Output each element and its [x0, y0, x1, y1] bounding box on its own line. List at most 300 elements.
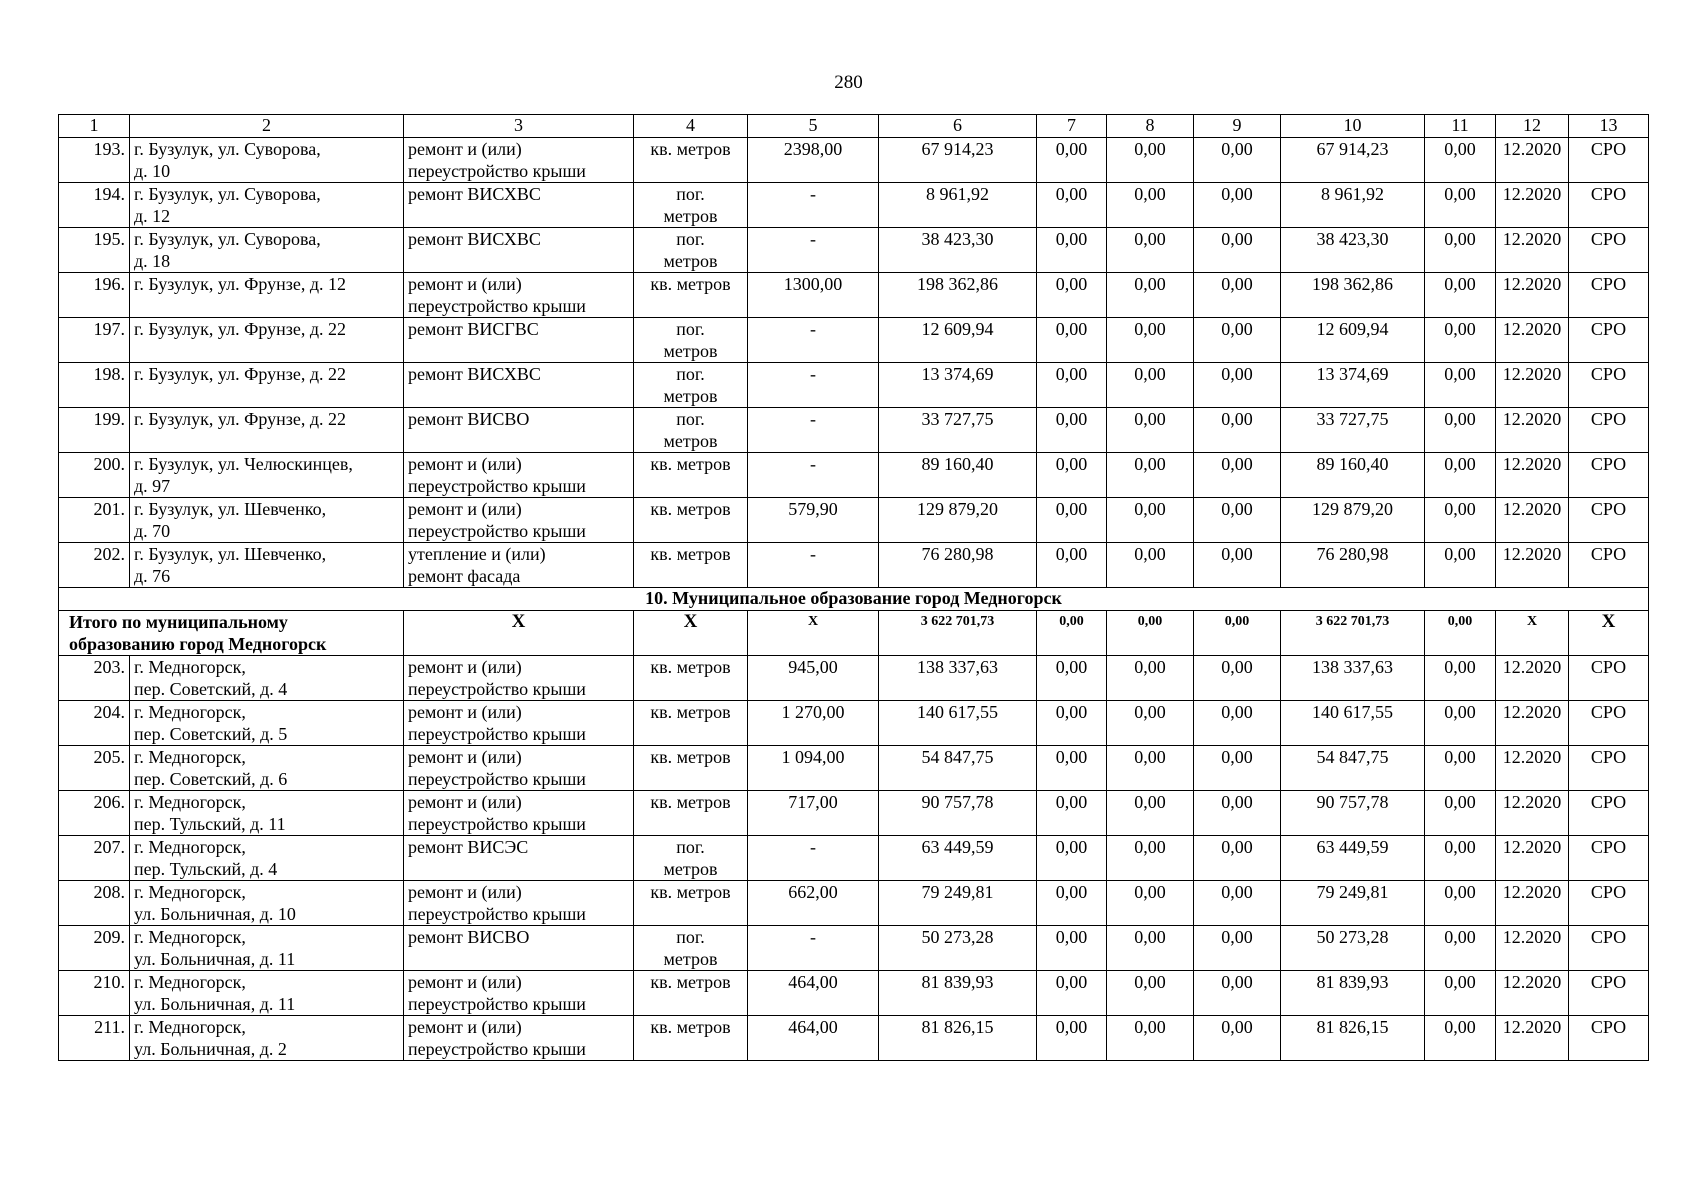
work-type-cell	[404, 453, 634, 498]
area-cell: -	[748, 183, 879, 228]
column-header: 12	[1496, 115, 1569, 138]
value-cell: 0,00	[1037, 701, 1107, 746]
method-cell: СРО	[1569, 791, 1649, 836]
unit-cell	[634, 318, 748, 363]
work-type-line: переустройство крыши	[408, 296, 586, 316]
value-cell: 0,00	[1194, 971, 1281, 1016]
table-row	[59, 971, 1649, 1016]
work-type-cell	[404, 881, 634, 926]
work-type-line: переустройство крыши	[408, 904, 586, 924]
table-row	[59, 1016, 1649, 1061]
address-cell	[130, 318, 404, 363]
work-type-cell	[404, 791, 634, 836]
fund-cost-cell: 129 879,20	[1281, 498, 1425, 543]
value-cell: 0,00	[1425, 273, 1496, 318]
value-cell: 0,00	[1425, 791, 1496, 836]
value-cell: 0,00	[1037, 1016, 1107, 1061]
table-row	[59, 273, 1649, 318]
total-cell: Х	[1496, 611, 1569, 656]
column-header: 8	[1107, 115, 1194, 138]
value-cell: 0,00	[1037, 498, 1107, 543]
table-body	[59, 115, 1649, 1061]
unit-line: кв. метров	[650, 972, 731, 992]
method-cell: СРО	[1569, 971, 1649, 1016]
work-type-line: ремонт и (или)	[408, 1017, 522, 1037]
total-cell: Х	[404, 611, 634, 656]
value-cell: 0,00	[1107, 228, 1194, 273]
work-type-line: переустройство крыши	[408, 476, 586, 496]
total-cost-cell: 79 249,81	[879, 881, 1037, 926]
unit-line: кв. метров	[650, 1017, 731, 1037]
unit-line: метров	[663, 431, 718, 451]
work-type-cell	[404, 183, 634, 228]
address-line: д. 10	[134, 161, 171, 181]
method-cell: СРО	[1569, 318, 1649, 363]
column-header: 2	[130, 115, 404, 138]
address-line: г. Медногорск,	[134, 882, 246, 902]
deadline-cell: 12.2020	[1496, 656, 1569, 701]
unit-line: пог.	[676, 319, 705, 339]
unit-cell	[634, 791, 748, 836]
address-cell	[130, 408, 404, 453]
column-header: 3	[404, 115, 634, 138]
unit-cell	[634, 543, 748, 588]
address-cell	[130, 836, 404, 881]
work-type-line: ремонт фасада	[408, 566, 521, 586]
value-cell: 0,00	[1425, 363, 1496, 408]
address-line: г. Медногорск,	[134, 972, 246, 992]
fund-cost-cell: 198 362,86	[1281, 273, 1425, 318]
value-cell: 0,00	[1107, 701, 1194, 746]
value-cell: 0,00	[1425, 228, 1496, 273]
address-line: г. Медногорск,	[134, 792, 246, 812]
unit-cell	[634, 498, 748, 543]
unit-line: метров	[663, 251, 718, 271]
value-cell: 0,00	[1107, 746, 1194, 791]
unit-line: кв. метров	[650, 499, 731, 519]
value-cell: 0,00	[1037, 363, 1107, 408]
total-cost-cell: 8 961,92	[879, 183, 1037, 228]
unit-cell	[634, 656, 748, 701]
column-header: 6	[879, 115, 1037, 138]
value-cell: 0,00	[1037, 791, 1107, 836]
row-number: 207.	[59, 836, 130, 881]
unit-cell	[634, 138, 748, 183]
work-type-line: ремонт и (или)	[408, 139, 522, 159]
value-cell: 0,00	[1194, 746, 1281, 791]
work-type-line: ремонт и (или)	[408, 882, 522, 902]
table-row	[59, 183, 1649, 228]
value-cell: 0,00	[1425, 926, 1496, 971]
fund-cost-cell: 8 961,92	[1281, 183, 1425, 228]
capital-repair-table	[58, 114, 1649, 1061]
row-number: 197.	[59, 318, 130, 363]
total-cost-cell: 129 879,20	[879, 498, 1037, 543]
table-row	[59, 746, 1649, 791]
deadline-cell: 12.2020	[1496, 971, 1569, 1016]
value-cell: 0,00	[1425, 701, 1496, 746]
work-type-line: переустройство крыши	[408, 994, 586, 1014]
deadline-cell: 12.2020	[1496, 318, 1569, 363]
row-number: 202.	[59, 543, 130, 588]
work-type-line: ремонт и (или)	[408, 747, 522, 767]
fund-cost-cell: 81 826,15	[1281, 1016, 1425, 1061]
method-cell: СРО	[1569, 273, 1649, 318]
unit-line: кв. метров	[650, 657, 731, 677]
work-type-line: ремонт ВИСХВС	[408, 184, 541, 204]
work-type-line: ремонт и (или)	[408, 274, 522, 294]
value-cell: 0,00	[1194, 701, 1281, 746]
column-header: 4	[634, 115, 748, 138]
address-line: пер. Советский, д. 6	[134, 769, 288, 789]
unit-cell	[634, 1016, 748, 1061]
value-cell: 0,00	[1037, 543, 1107, 588]
work-type-cell	[404, 926, 634, 971]
value-cell: 0,00	[1425, 543, 1496, 588]
row-number: 193.	[59, 138, 130, 183]
value-cell: 0,00	[1107, 971, 1194, 1016]
deadline-cell: 12.2020	[1496, 408, 1569, 453]
value-cell: 0,00	[1107, 453, 1194, 498]
work-type-cell	[404, 701, 634, 746]
fund-cost-cell: 79 249,81	[1281, 881, 1425, 926]
value-cell: 0,00	[1194, 791, 1281, 836]
fund-cost-cell: 89 160,40	[1281, 453, 1425, 498]
area-cell: -	[748, 836, 879, 881]
value-cell: 0,00	[1037, 656, 1107, 701]
area-cell: 1300,00	[748, 273, 879, 318]
total-cost-cell: 89 160,40	[879, 453, 1037, 498]
deadline-cell: 12.2020	[1496, 498, 1569, 543]
address-line: г. Медногорск,	[134, 1017, 246, 1037]
work-type-cell	[404, 836, 634, 881]
work-type-cell	[404, 543, 634, 588]
address-line: ул. Больничная, д. 10	[134, 904, 296, 924]
address-cell	[130, 183, 404, 228]
unit-line: пог.	[676, 409, 705, 429]
fund-cost-cell: 63 449,59	[1281, 836, 1425, 881]
unit-line: кв. метров	[650, 792, 731, 812]
value-cell: 0,00	[1194, 836, 1281, 881]
value-cell: 0,00	[1194, 183, 1281, 228]
total-cell: 0,00	[1194, 611, 1281, 656]
total-cost-cell: 81 839,93	[879, 971, 1037, 1016]
deadline-cell: 12.2020	[1496, 273, 1569, 318]
address-line: пер. Тульский, д. 4	[134, 859, 278, 879]
column-header: 5	[748, 115, 879, 138]
work-type-line: ремонт и (или)	[408, 972, 522, 992]
address-cell	[130, 926, 404, 971]
fund-cost-cell: 81 839,93	[1281, 971, 1425, 1016]
unit-cell	[634, 746, 748, 791]
work-type-line: переустройство крыши	[408, 679, 586, 699]
address-cell	[130, 273, 404, 318]
address-line: г. Медногорск,	[134, 702, 246, 722]
address-line: д. 12	[134, 206, 171, 226]
work-type-line: утепление и (или)	[408, 544, 546, 564]
total-cell: 0,00	[1107, 611, 1194, 656]
address-line: г. Медногорск,	[134, 927, 246, 947]
total-cost-cell: 63 449,59	[879, 836, 1037, 881]
fund-cost-cell: 90 757,78	[1281, 791, 1425, 836]
column-number-header-row	[59, 115, 1649, 138]
work-type-line: ремонт и (или)	[408, 792, 522, 812]
total-cost-cell: 140 617,55	[879, 701, 1037, 746]
value-cell: 0,00	[1037, 926, 1107, 971]
method-cell: СРО	[1569, 363, 1649, 408]
section-title: 10. Муниципальное образование город Медногорск	[59, 588, 1649, 611]
unit-line: кв. метров	[650, 544, 731, 564]
fund-cost-cell: 38 423,30	[1281, 228, 1425, 273]
unit-cell	[634, 881, 748, 926]
method-cell: СРО	[1569, 498, 1649, 543]
total-cost-cell: 50 273,28	[879, 926, 1037, 971]
row-number: 201.	[59, 498, 130, 543]
area-cell: -	[748, 408, 879, 453]
address-line: д. 76	[134, 566, 171, 586]
address-line: ул. Больничная, д. 11	[134, 949, 296, 969]
address-line: г. Бузулук, ул. Суворова,	[134, 229, 321, 249]
unit-line: метров	[663, 949, 718, 969]
method-cell: СРО	[1569, 746, 1649, 791]
work-type-line: переустройство крыши	[408, 521, 586, 541]
row-number: 210.	[59, 971, 130, 1016]
work-type-cell	[404, 971, 634, 1016]
value-cell: 0,00	[1194, 228, 1281, 273]
value-cell: 0,00	[1194, 498, 1281, 543]
fund-cost-cell: 50 273,28	[1281, 926, 1425, 971]
column-header: 10	[1281, 115, 1425, 138]
table-row	[59, 498, 1649, 543]
value-cell: 0,00	[1107, 791, 1194, 836]
value-cell: 0,00	[1194, 363, 1281, 408]
value-cell: 0,00	[1107, 881, 1194, 926]
table-row	[59, 926, 1649, 971]
total-cell: Х	[748, 611, 879, 656]
unit-cell	[634, 701, 748, 746]
area-cell: -	[748, 228, 879, 273]
value-cell: 0,00	[1194, 543, 1281, 588]
row-number: 211.	[59, 1016, 130, 1061]
address-line: д. 70	[134, 521, 171, 541]
total-sum-cell: 3 622 701,73	[879, 611, 1037, 656]
unit-line: пог.	[676, 927, 705, 947]
value-cell: 0,00	[1107, 408, 1194, 453]
work-type-line: ремонт ВИСВО	[408, 927, 530, 947]
area-cell: 662,00	[748, 881, 879, 926]
address-line: г. Бузулук, ул. Челюскинцев,	[134, 454, 353, 474]
address-line: пер. Тульский, д. 11	[134, 814, 286, 834]
value-cell: 0,00	[1037, 453, 1107, 498]
value-cell: 0,00	[1194, 1016, 1281, 1061]
row-number: 198.	[59, 363, 130, 408]
work-type-line: ремонт ВИСЭС	[408, 837, 529, 857]
value-cell: 0,00	[1037, 318, 1107, 363]
unit-cell	[634, 408, 748, 453]
row-number: 200.	[59, 453, 130, 498]
address-line: д. 18	[134, 251, 171, 271]
column-header: 9	[1194, 115, 1281, 138]
address-line: ул. Больничная, д. 11	[134, 994, 296, 1014]
method-cell: СРО	[1569, 1016, 1649, 1061]
table-row	[59, 138, 1649, 183]
unit-line: кв. метров	[650, 702, 731, 722]
area-cell: -	[748, 363, 879, 408]
address-line: ул. Больничная, д. 2	[134, 1039, 287, 1059]
value-cell: 0,00	[1194, 318, 1281, 363]
section-header-row	[59, 588, 1649, 611]
area-cell: 1 094,00	[748, 746, 879, 791]
work-type-line: ремонт ВИСХВС	[408, 229, 541, 249]
address-cell	[130, 228, 404, 273]
unit-line: метров	[663, 859, 718, 879]
area-cell: 464,00	[748, 971, 879, 1016]
value-cell: 0,00	[1194, 926, 1281, 971]
total-cost-cell: 138 337,63	[879, 656, 1037, 701]
method-cell: СРО	[1569, 926, 1649, 971]
total-cost-cell: 81 826,15	[879, 1016, 1037, 1061]
column-header: 7	[1037, 115, 1107, 138]
row-number: 196.	[59, 273, 130, 318]
unit-line: пог.	[676, 364, 705, 384]
method-cell: СРО	[1569, 881, 1649, 926]
fund-cost-cell: 138 337,63	[1281, 656, 1425, 701]
value-cell: 0,00	[1107, 543, 1194, 588]
total-cost-cell: 76 280,98	[879, 543, 1037, 588]
unit-cell	[634, 273, 748, 318]
work-type-cell	[404, 363, 634, 408]
address-cell	[130, 498, 404, 543]
work-type-line: ремонт и (или)	[408, 657, 522, 677]
table-row	[59, 408, 1649, 453]
value-cell: 0,00	[1194, 453, 1281, 498]
total-cell: 0,00	[1037, 611, 1107, 656]
row-number: 205.	[59, 746, 130, 791]
area-cell: -	[748, 926, 879, 971]
address-cell	[130, 363, 404, 408]
work-type-line: ремонт и (или)	[408, 702, 522, 722]
table-row	[59, 836, 1649, 881]
deadline-cell: 12.2020	[1496, 746, 1569, 791]
work-type-cell	[404, 746, 634, 791]
unit-line: метров	[663, 341, 718, 361]
fund-cost-cell: 140 617,55	[1281, 701, 1425, 746]
unit-line: пог.	[676, 184, 705, 204]
value-cell: 0,00	[1037, 971, 1107, 1016]
value-cell: 0,00	[1425, 971, 1496, 1016]
address-cell	[130, 138, 404, 183]
deadline-cell: 12.2020	[1496, 791, 1569, 836]
value-cell: 0,00	[1037, 273, 1107, 318]
row-number: 208.	[59, 881, 130, 926]
value-cell: 0,00	[1425, 138, 1496, 183]
address-line: г. Бузулук, ул. Шевченко,	[134, 544, 327, 564]
work-type-cell	[404, 1016, 634, 1061]
address-cell	[130, 746, 404, 791]
deadline-cell: 12.2020	[1496, 363, 1569, 408]
table-row	[59, 228, 1649, 273]
row-number: 199.	[59, 408, 130, 453]
deadline-cell: 12.2020	[1496, 836, 1569, 881]
value-cell: 0,00	[1425, 453, 1496, 498]
work-type-line: ремонт ВИСВО	[408, 409, 530, 429]
unit-line: метров	[663, 386, 718, 406]
table-row	[59, 543, 1649, 588]
deadline-cell: 12.2020	[1496, 453, 1569, 498]
column-header: 1	[59, 115, 130, 138]
unit-line: кв. метров	[650, 882, 731, 902]
total-cell: 0,00	[1425, 611, 1496, 656]
table-row	[59, 701, 1649, 746]
unit-cell	[634, 926, 748, 971]
fund-cost-cell: 76 280,98	[1281, 543, 1425, 588]
table-row	[59, 363, 1649, 408]
column-header: 11	[1425, 115, 1496, 138]
deadline-cell: 12.2020	[1496, 881, 1569, 926]
total-cost-cell: 67 914,23	[879, 138, 1037, 183]
table-row	[59, 453, 1649, 498]
method-cell: СРО	[1569, 453, 1649, 498]
unit-line: метров	[663, 206, 718, 226]
total-label-line: образованию город Медногорск	[69, 634, 327, 654]
row-number: 203.	[59, 656, 130, 701]
value-cell: 0,00	[1425, 183, 1496, 228]
total-cost-cell: 13 374,69	[879, 363, 1037, 408]
address-line: г. Бузулук, ул. Фрунзе, д. 22	[134, 319, 346, 339]
work-type-cell	[404, 408, 634, 453]
value-cell: 0,00	[1107, 836, 1194, 881]
method-cell: СРО	[1569, 183, 1649, 228]
unit-line: пог.	[676, 229, 705, 249]
unit-line: кв. метров	[650, 454, 731, 474]
work-type-line: ремонт ВИСГВС	[408, 319, 539, 339]
deadline-cell: 12.2020	[1496, 183, 1569, 228]
value-cell: 0,00	[1425, 881, 1496, 926]
value-cell: 0,00	[1194, 656, 1281, 701]
total-cost-cell: 38 423,30	[879, 228, 1037, 273]
address-line: г. Бузулук, ул. Суворова,	[134, 184, 321, 204]
method-cell: СРО	[1569, 836, 1649, 881]
area-cell: 945,00	[748, 656, 879, 701]
value-cell: 0,00	[1194, 138, 1281, 183]
unit-line: кв. метров	[650, 274, 731, 294]
address-cell	[130, 701, 404, 746]
deadline-cell: 12.2020	[1496, 701, 1569, 746]
value-cell: 0,00	[1107, 183, 1194, 228]
work-type-line: переустройство крыши	[408, 724, 586, 744]
address-line: д. 97	[134, 476, 171, 496]
address-line: г. Бузулук, ул. Фрунзе, д. 22	[134, 364, 346, 384]
address-cell	[130, 453, 404, 498]
address-cell	[130, 971, 404, 1016]
unit-cell	[634, 836, 748, 881]
value-cell: 0,00	[1037, 836, 1107, 881]
total-cost-cell: 12 609,94	[879, 318, 1037, 363]
address-cell	[130, 1016, 404, 1061]
column-header: 13	[1569, 115, 1649, 138]
row-number: 204.	[59, 701, 130, 746]
value-cell: 0,00	[1037, 408, 1107, 453]
unit-line: пог.	[676, 837, 705, 857]
row-number: 209.	[59, 926, 130, 971]
address-cell	[130, 791, 404, 836]
unit-line: кв. метров	[650, 747, 731, 767]
deadline-cell: 12.2020	[1496, 1016, 1569, 1061]
deadline-cell: 12.2020	[1496, 926, 1569, 971]
table-row	[59, 656, 1649, 701]
row-number: 194.	[59, 183, 130, 228]
total-cost-cell: 90 757,78	[879, 791, 1037, 836]
